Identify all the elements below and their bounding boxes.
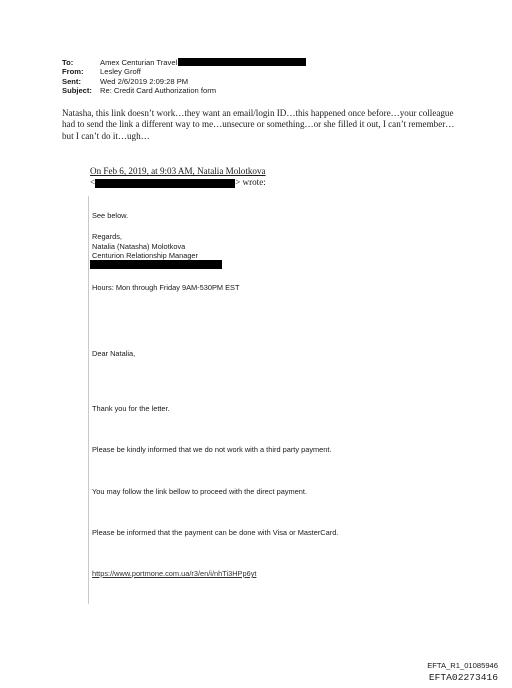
reference-number-1: EFTA_R1_01085946 — [427, 661, 498, 670]
see-below-text: See below. — [92, 211, 129, 220]
hours-text: Hours: Mon through Friday 9AM-530PM EST — [92, 283, 240, 292]
sent-label: Sent: — [62, 76, 81, 86]
payment-link[interactable]: https://www.portmone.com.ua/r3/en/i/nhTi3HPp6yt — [92, 569, 257, 578]
quote-sender-line — [90, 177, 266, 188]
greeting-text: Dear Natalia, — [92, 349, 136, 358]
reference-number-2: EFTA02273416 — [428, 672, 498, 683]
quote-attribution — [90, 166, 266, 189]
redaction-box — [90, 260, 222, 269]
thanks-text: Thank you for the letter. — [92, 404, 170, 413]
to-label: To: — [62, 58, 74, 67]
sent-row — [62, 77, 306, 86]
third-party-text: Please be kindly informed that we do not work with a third party payment. — [92, 445, 332, 454]
signature-title: Centurion Relationship Manager — [92, 251, 198, 260]
subject-label: Subject: — [62, 86, 92, 96]
to-row — [62, 58, 306, 67]
subject-row — [62, 86, 306, 95]
redaction-box — [95, 179, 235, 188]
quote-bracket-open: < — [90, 177, 96, 188]
regards-text: Regards, — [92, 232, 122, 241]
message-body: Natasha, this link doesn’t work…they want an email/login ID…this happened once before…your colleague had to send the link a different way to me…unsecure or something…or she filled it out, I can’t remember…but I can’t do it…ugh… — [62, 108, 455, 141]
from-row — [62, 67, 306, 76]
follow-link-text: You may follow the link bellow to proceed with the direct payment. — [92, 487, 307, 496]
subject-value: Re: Credit Card Authorization form — [100, 86, 217, 96]
sent-value: Wed 2/6/2019 2:09:28 PM — [100, 76, 189, 86]
quote-bar — [88, 196, 89, 604]
email-header — [62, 58, 306, 96]
payment-cards-text: Please be informed that the payment can be done with Visa or MasterCard. — [92, 528, 339, 537]
quote-intro: On Feb 6, 2019, at 9:03 AM, Natalia Molotkova — [90, 166, 266, 176]
to-value: Amex Centurian Travel — [100, 58, 178, 67]
quote-bracket-close: > wrote: — [235, 177, 266, 188]
redaction-box — [178, 58, 306, 66]
signature-name: Natalia (Natasha) Molotkova — [92, 241, 186, 251]
from-label: From: — [62, 67, 84, 77]
from-value: Lesley Groff — [100, 67, 141, 77]
